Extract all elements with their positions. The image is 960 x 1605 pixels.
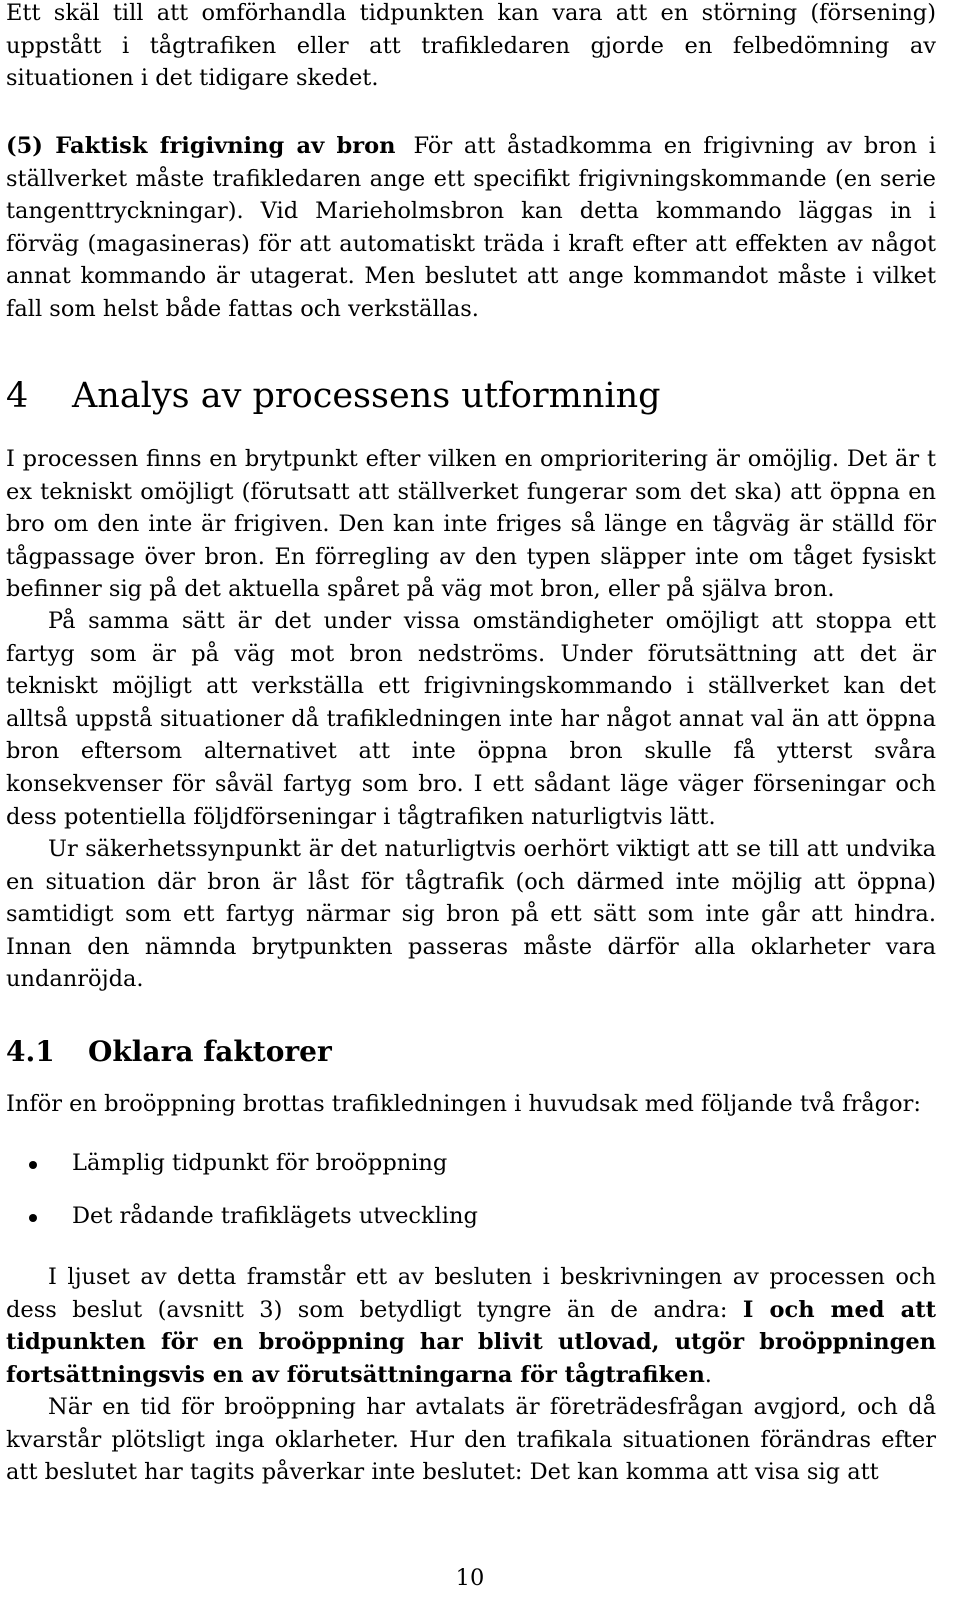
- section-title: Analys av processens utformning: [72, 376, 661, 416]
- subsection-heading-4-1: [6, 1033, 936, 1071]
- subsection-paragraph-a: [6, 1261, 936, 1391]
- run-in-heading: (5) Faktisk frigivning av bron: [6, 133, 396, 159]
- paragraph-step-5: [6, 130, 936, 326]
- subsection-number: 4.1: [6, 1035, 55, 1068]
- key-conclusion: I och med att tidpunkten för en broöppning har blivit utlovad, utgör broöppningen fortsättningsvis en av förutsättningarna för tågtrafiken: [6, 1296, 936, 1388]
- section-4-paragraph-3: Ur säkerhetssynpunkt är det naturligtvis oerhört viktigt att se till att undvika en situation där bron är låst för tågtrafik (och därmed inte möjlig att öppna) samtidigt som ett fartyg närmar sig bron på ett sätt som inte går att hindra. Innan den nämnda brytpunkten passeras måste därför alla oklarheter vara undanröjda.: [6, 836, 936, 993]
- section-4-paragraph-1: I processen finns en brytpunkt efter vilken en omprioritering är omöjlig. Det är t ex tekniskt omöjligt (förutsatt att ställverket fungerar som det ska) att öppna en bro om den inte är frigiven. Den kan inte friges så länge en tågväg är ställd för tågpassage över bron. En förregling av den typen släpper inte om tåget fysiskt befinner sig på det aktuella spåret på väg mot bron, eller på själva bron.: [6, 446, 936, 603]
- paragraph-a-end: .: [704, 1361, 712, 1388]
- bullet-list: [6, 1147, 936, 1232]
- section-4-paragraph-2: På samma sätt är det under vissa omständigheter omöjligt att stoppa ett fartyg som är på väg mot bron nedströms. Under förutsättning att det är tekniskt möjligt att verkställa ett frigivningskommando i ställverket kan det alltså uppstå situationer då trafikledningen inte har något annat val än att öppna bron eftersom alternativet att inte öppna bron skulle få ytterst svåra konsekvenser för såväl fartyg som bro. I ett sådant läge väger förseningar och dess potentiella följdförseningar i tågtrafiken naturligtvis lätt.: [6, 608, 936, 830]
- list-item: [6, 1147, 936, 1179]
- paragraph-step-5-text: För att åstadkomma en frigivning av bron i ställverket måste trafikledaren ange ett specifikt frigivningskommande (en serie tangenttryckningar). Vid Marieholmsbron kan detta kommando läggas in i förväg (magasineras) för att automatiskt träda i kraft efter att effekten av något annat kommando är utagerat. Men beslutet att ange kommandot måste i vilket fall som helst både fattas och verkställas.: [6, 133, 936, 322]
- page-number: 10: [455, 1565, 485, 1591]
- paragraph-a-text: I ljuset av detta framstår ett av besluten i beskrivningen av processen och dess beslut (avsnitt 3) som betydligt tyngre än de andra:: [6, 1264, 936, 1323]
- subsection-paragraph-b: När en tid för broöppning har avtalats är företrädesfrågan avgjord, och då kvarstår plötsligt inga oklarheter. Hur den trafikala situationen förändras efter att beslutet har tagits påverkar inte beslutet: Det kan komma att visa sig att: [6, 1394, 936, 1486]
- bullet-icon: [29, 1161, 37, 1169]
- bullet-icon: [29, 1214, 37, 1222]
- list-item-text: Det rådande trafiklägets utveckling: [72, 1203, 478, 1229]
- subsection-title: Oklara faktorer: [88, 1035, 332, 1068]
- section-heading-4: [6, 374, 936, 418]
- list-item: [6, 1200, 936, 1232]
- paragraph-intro: Ett skäl till att omförhandla tidpunkten kan vara att en störning (försening) uppstått i tågtrafiken eller att trafikledaren gjorde en felbedömning av situationen i det tidigare skedet.: [6, 0, 936, 92]
- section-number: 4: [6, 376, 29, 416]
- subsection-intro: Inför en broöppning brottas trafikledningen i huvudsak med följande två frågor:: [6, 1091, 921, 1117]
- list-item-text: Lämplig tidpunkt för broöppning: [72, 1150, 448, 1176]
